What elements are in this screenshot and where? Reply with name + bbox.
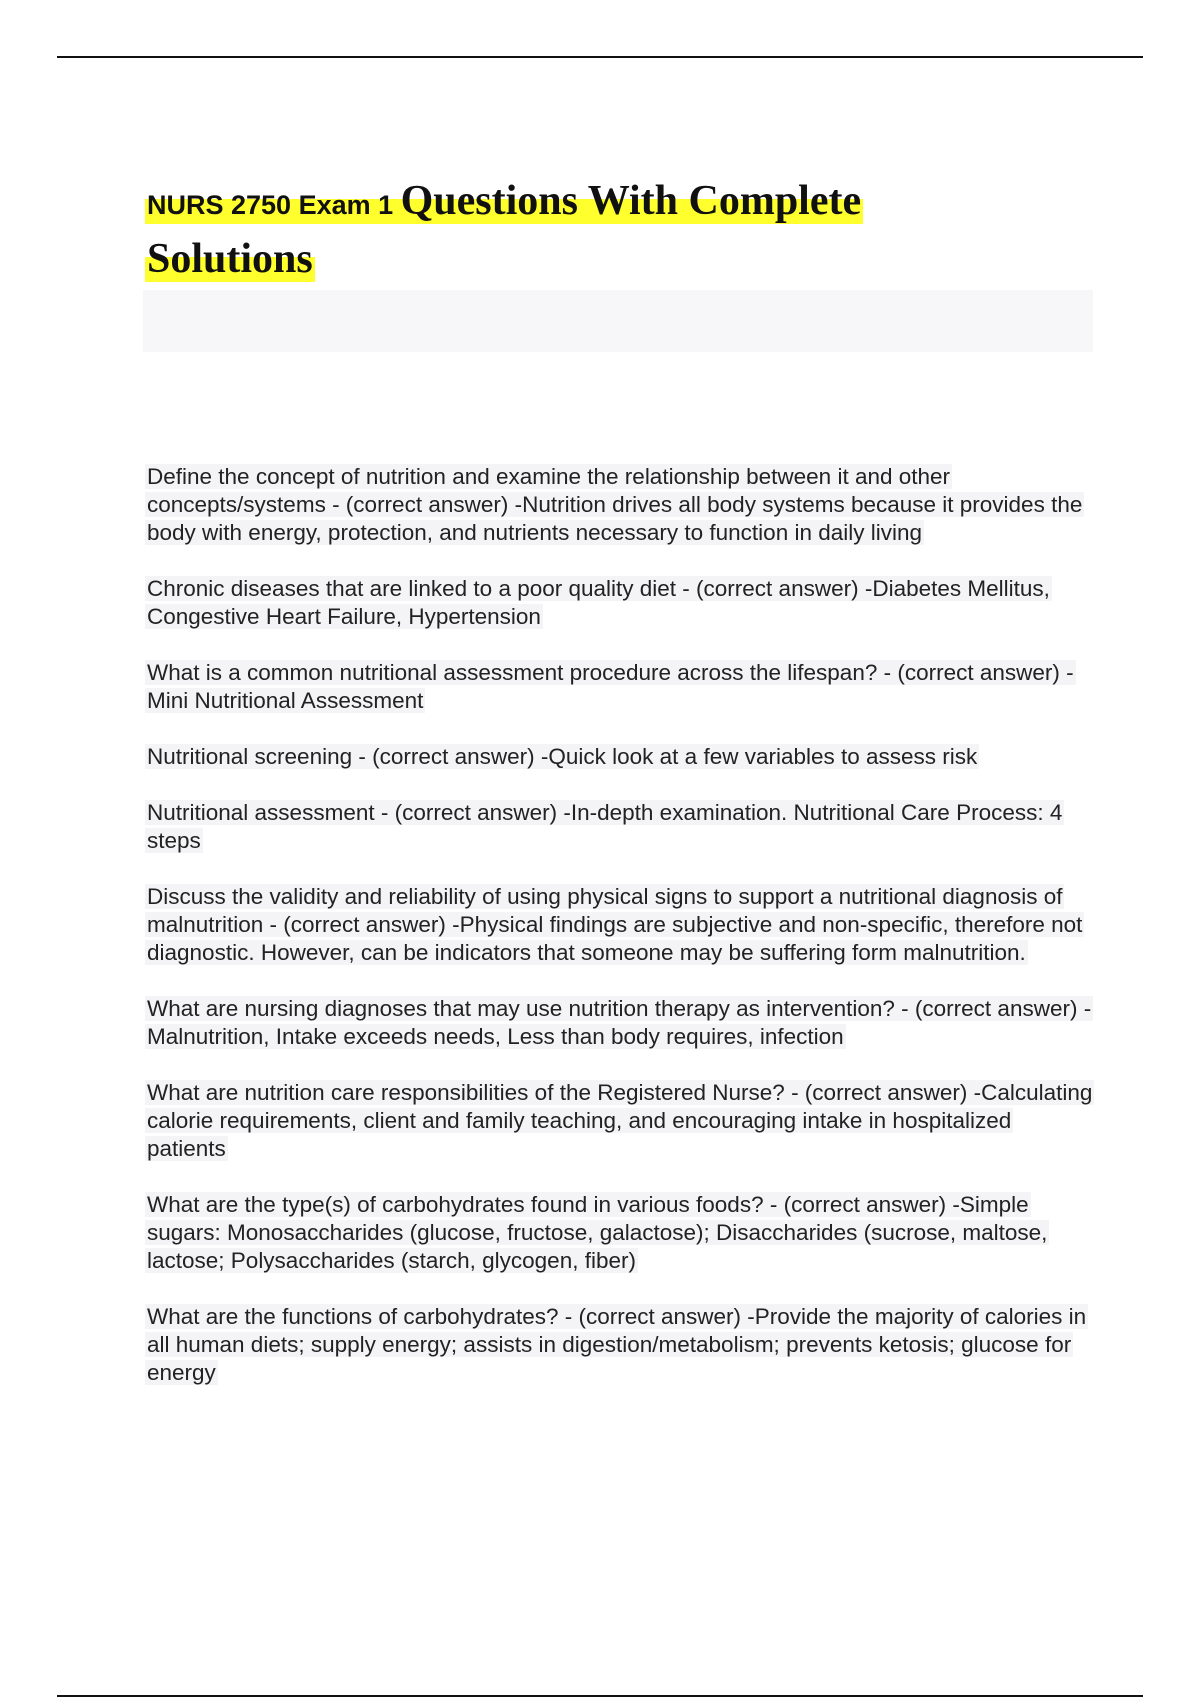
blank-banner xyxy=(143,290,1093,352)
qa-text: Discuss the validity and reliability of using physical signs to support a nutritional diagnosis of malnutrition - (correct answer) -Physical findings are subjective and non-specific, therefore not diagnostic. However, can be indicators that someone may be suffering form malnutrition. xyxy=(147,884,1083,965)
qa-item xyxy=(145,1079,1095,1163)
qa-item xyxy=(145,743,1095,771)
title-heading-cont: Solutions xyxy=(147,236,313,282)
qa-item xyxy=(145,659,1095,715)
qa-item xyxy=(145,883,1095,967)
qa-item xyxy=(145,995,1095,1051)
qa-item xyxy=(145,575,1095,631)
qa-item xyxy=(145,1191,1095,1275)
qa-text: Define the concept of nutrition and examine the relationship between it and other concepts/systems - (correct answer) -Nutrition drives all body systems because it provides the body with energy, protection, and nutrients necessary to function in daily living xyxy=(147,464,1083,545)
qa-item xyxy=(145,463,1095,547)
title-line-1 xyxy=(145,172,965,230)
title-course: NURS 2750 Exam 1 xyxy=(147,190,401,220)
qa-list xyxy=(145,463,1095,1415)
qa-item xyxy=(145,1303,1095,1387)
bottom-rule xyxy=(57,1695,1143,1697)
document-title xyxy=(145,172,965,288)
qa-text: Chronic diseases that are linked to a poor quality diet - (correct answer) -Diabetes Mellitus, Congestive Heart Failure, Hypertension xyxy=(147,576,1050,629)
title-line-2 xyxy=(145,230,965,288)
qa-text: Nutritional assessment - (correct answer) -In-depth examination. Nutritional Care Process: 4 steps xyxy=(147,800,1063,853)
top-rule xyxy=(57,56,1143,58)
title-highlight-2 xyxy=(145,236,315,282)
qa-text: What is a common nutritional assessment procedure across the lifespan? - (correct answer) -Mini Nutritional Assessment xyxy=(147,660,1074,713)
qa-text: What are nutrition care responsibilities of the Registered Nurse? - (correct answer) -Calculating calorie requirements, client and family teaching, and encouraging intake in hospitalized patients xyxy=(147,1080,1093,1161)
title-highlight-1 xyxy=(145,178,863,224)
qa-text: What are the type(s) of carbohydrates found in various foods? - (correct answer) -Simple sugars: Monosaccharides (glucose, fructose, galactose); Disaccharides (sucrose, maltose, lactose; Polysaccharides (starch, glycogen, fiber) xyxy=(147,1192,1048,1273)
title-heading: Questions With Complete xyxy=(400,178,862,224)
qa-text: What are the functions of carbohydrates? - (correct answer) -Provide the majority of calories in all human diets; supply energy; assists in digestion/metabolism; prevents ketosis; glucose for energy xyxy=(147,1304,1087,1385)
qa-item xyxy=(145,799,1095,855)
qa-text: Nutritional screening - (correct answer) -Quick look at a few variables to assess risk xyxy=(147,744,978,769)
qa-text: What are nursing diagnoses that may use nutrition therapy as intervention? - (correct answer) -Malnutrition, Intake exceeds needs, Less than body requires, infection xyxy=(147,996,1092,1049)
